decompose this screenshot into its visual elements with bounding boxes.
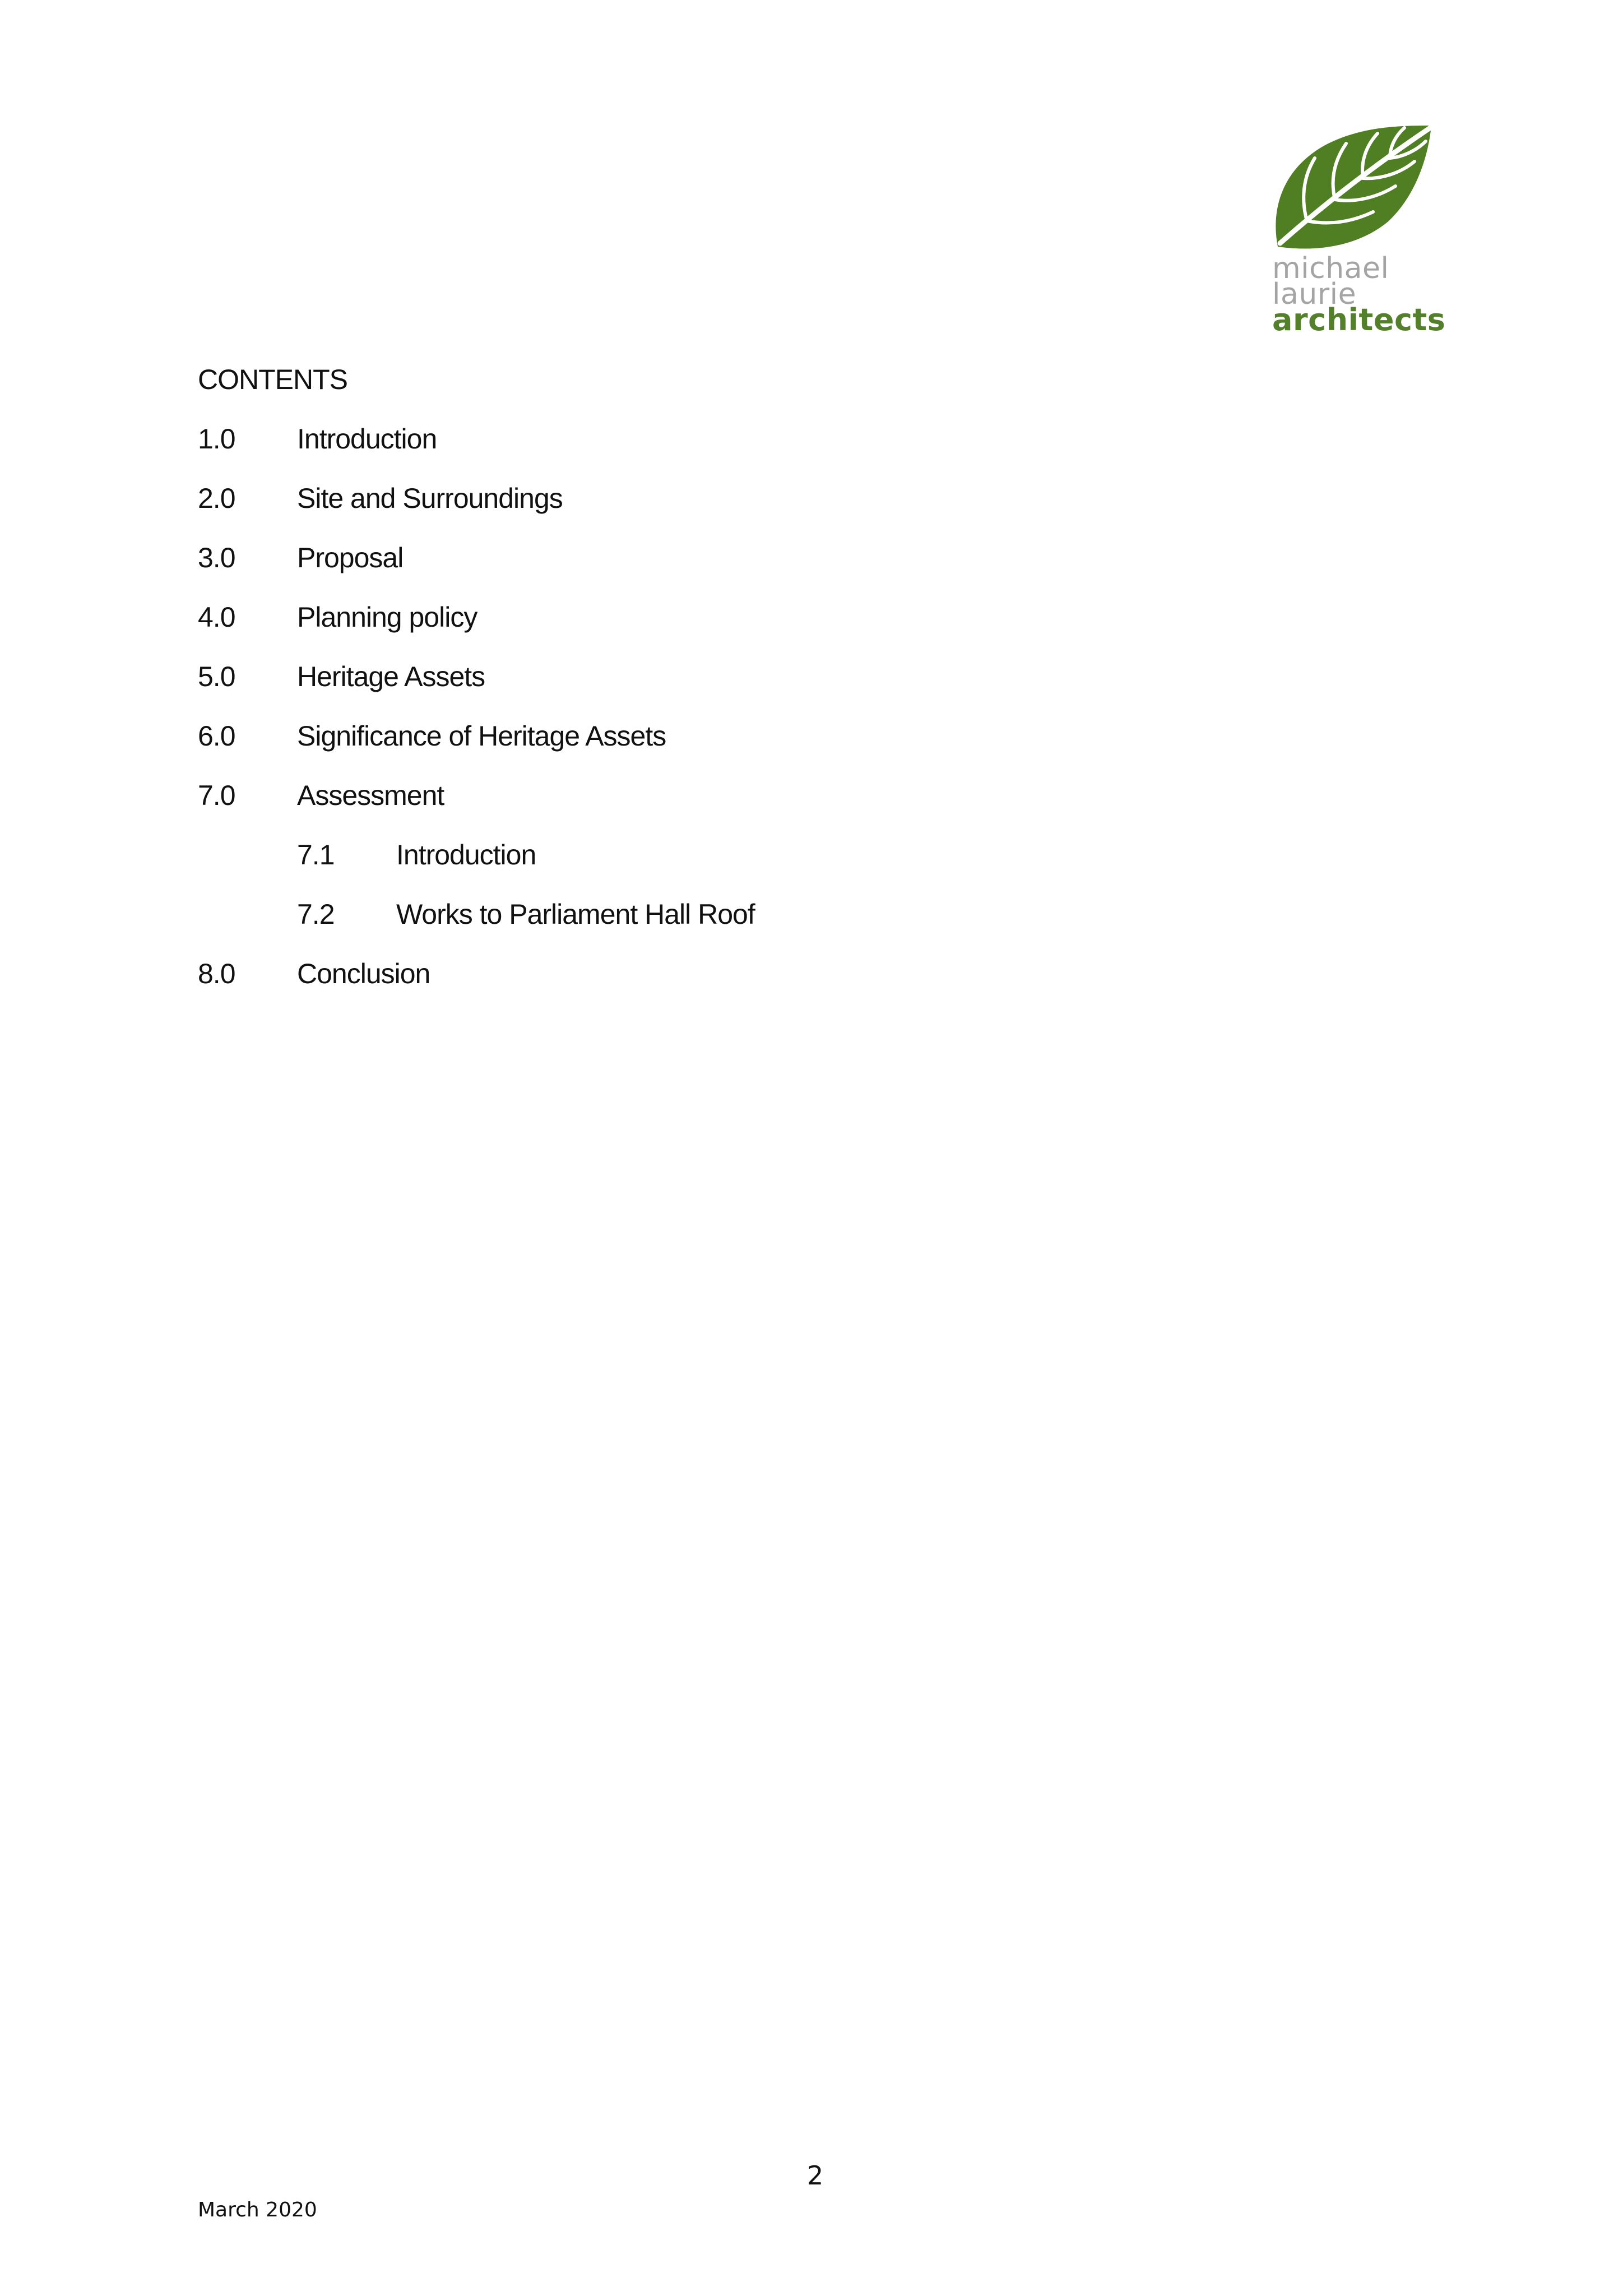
toc-item-title: Introduction bbox=[396, 839, 536, 871]
contents-heading: CONTENTS bbox=[198, 364, 347, 395]
logo-line-michael: michael bbox=[1272, 252, 1389, 285]
toc-item-number: 4.0 bbox=[198, 601, 235, 633]
toc-item-number: 7.1 bbox=[297, 839, 335, 871]
toc-item-title: Works to Parliament Hall Roof bbox=[396, 899, 755, 930]
toc-item-title: Conclusion bbox=[297, 958, 430, 989]
toc-item-number: 7.2 bbox=[297, 899, 335, 930]
company-logo bbox=[1268, 122, 1447, 352]
toc-item-number: 2.0 bbox=[198, 483, 235, 514]
leaf-icon bbox=[1268, 122, 1436, 251]
toc-item-title: Significance of Heritage Assets bbox=[297, 720, 666, 752]
logo-line-architects: architects bbox=[1272, 302, 1446, 337]
toc-item-title: Proposal bbox=[297, 542, 404, 573]
toc-item-number: 8.0 bbox=[198, 958, 235, 989]
toc-item-title: Planning policy bbox=[297, 601, 477, 633]
logo-wordmark bbox=[1272, 252, 1446, 337]
toc-item-title: Site and Surroundings bbox=[297, 483, 563, 514]
toc-item-number: 6.0 bbox=[198, 720, 235, 752]
footer-date: March 2020 bbox=[198, 2198, 317, 2221]
logo-line-laurie: laurie bbox=[1272, 277, 1357, 311]
toc-item-title: Heritage Assets bbox=[297, 661, 485, 692]
toc-item-title: Assessment bbox=[297, 780, 444, 811]
toc-item-number: 3.0 bbox=[198, 542, 235, 573]
toc-item-number: 7.0 bbox=[198, 780, 235, 811]
toc-item-number: 1.0 bbox=[198, 423, 235, 455]
page-number: 2 bbox=[807, 2160, 824, 2191]
toc-item-number: 5.0 bbox=[198, 661, 235, 692]
toc-item-title: Introduction bbox=[297, 423, 437, 455]
